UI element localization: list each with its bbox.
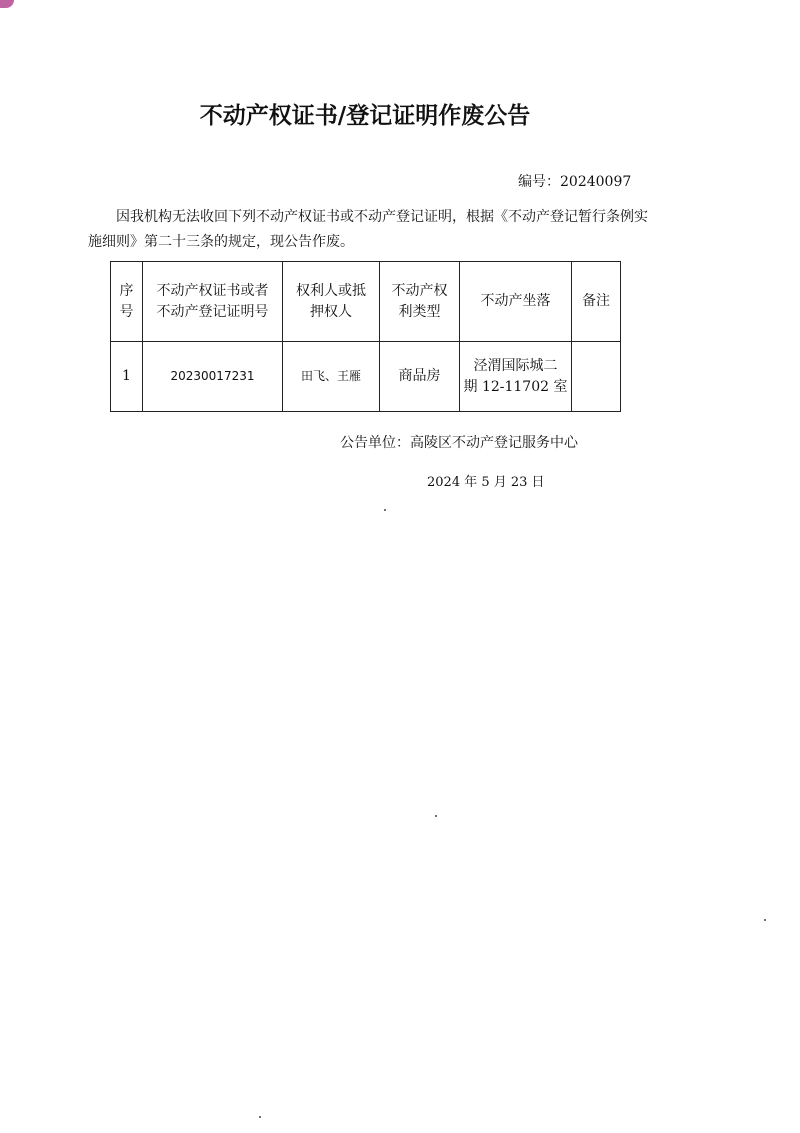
cell-certificate-number: 20230017231 — [143, 342, 283, 412]
issue-date: 2024 年 5 月 23 日 — [427, 475, 545, 490]
cell-owner: 田飞、王雁 — [283, 342, 380, 412]
header-location: 不动产坐落 — [460, 262, 572, 342]
document-title: 不动产权证书/登记证明作废公告 — [199, 102, 531, 129]
cell-remarks — [572, 342, 621, 412]
cell-right-type: 商品房 — [380, 342, 460, 412]
header-owner: 权利人或抵 押权人 — [283, 262, 380, 342]
scan-speck — [435, 815, 437, 817]
stamp-mark-corner — [0, 0, 14, 8]
issuing-unit: 公告单位：高陵区不动产登记服务中心 — [340, 435, 578, 451]
table-row — [111, 342, 621, 412]
header-right-type: 不动产权 利类型 — [380, 262, 460, 342]
cell-index: 1 — [111, 342, 143, 412]
table-header-row — [111, 262, 621, 342]
document-number: 编号：20240097 — [518, 174, 632, 190]
cancellation-table — [110, 261, 621, 412]
scan-speck — [259, 1116, 261, 1118]
scan-speck — [764, 919, 766, 921]
header-certificate-number: 不动产权证书或者 不动产登记证明号 — [143, 262, 283, 342]
announcement-body: 因我机构无法收回下列不动产权证书或不动产登记证明，根据《不动产登记暂行条例实施细则》第二十三条的规定，现公告作废。 — [88, 209, 648, 250]
scan-speck — [384, 509, 386, 511]
header-remarks: 备注 — [572, 262, 621, 342]
header-index: 序 号 — [111, 262, 143, 342]
cell-location: 泾渭国际城二 期 12-11702 室 — [460, 342, 572, 412]
